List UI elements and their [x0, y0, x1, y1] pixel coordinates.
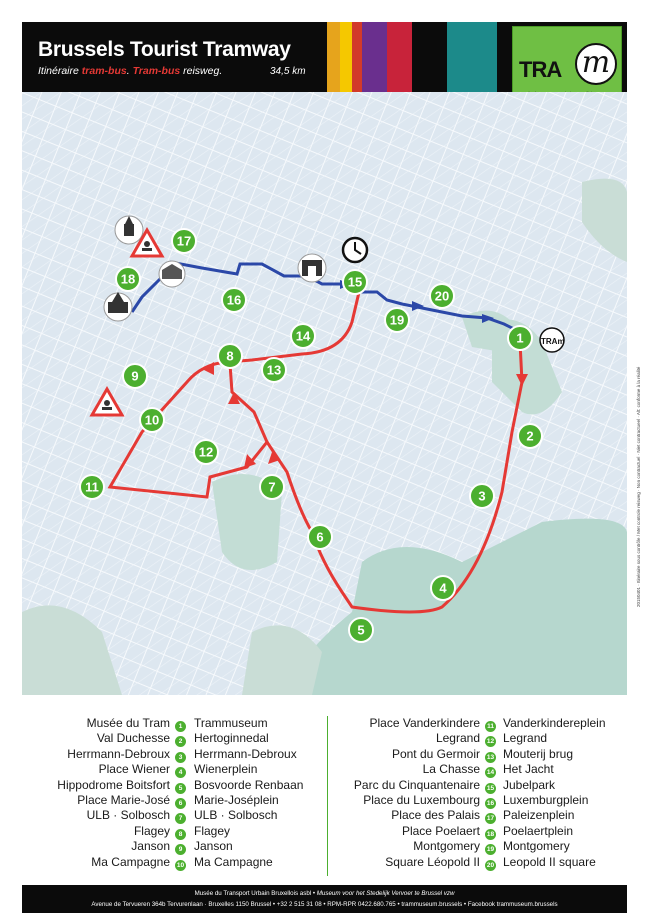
legend-number-row [485, 824, 497, 839]
stop-marker-6[interactable] [308, 525, 332, 549]
legend-stop-number-badge: 4 [175, 767, 186, 778]
stop-marker-8[interactable] [218, 344, 242, 368]
legend-stop-name-fr: Herrmann-Debroux [67, 746, 170, 761]
page-title: Brussels Tourist Tramway [38, 38, 291, 61]
arch-icon [298, 254, 326, 282]
stop-marker-number: 19 [389, 312, 405, 328]
stop-marker-2[interactable] [518, 424, 542, 448]
legend-left-numbers [175, 716, 187, 870]
logo-m-circle: m [575, 43, 617, 85]
stop-marker-13[interactable] [262, 358, 286, 382]
subtitle-mid: . [126, 65, 133, 77]
stop-marker-9[interactable] [123, 364, 147, 388]
stop-legend [22, 710, 627, 880]
legend-stop-name-nl: Bosvoorde Renbaan [194, 777, 304, 792]
legend-stop-number-badge: 18 [486, 830, 495, 838]
legend-stop-name-fr: La Chasse [422, 762, 480, 777]
legend-stop-number-badge: 16 [486, 799, 495, 807]
legend-stop-name-fr: Val Duchesse [96, 731, 170, 746]
legend-stop-name-nl: Flagey [194, 823, 231, 838]
legend-number-row [485, 762, 497, 777]
legend-stop-name-fr: Parc du Cinquantenaire [353, 777, 480, 792]
legend-left-fr-names [22, 716, 170, 870]
legend-number-row [175, 747, 187, 762]
legend-stop-name-nl: Poelaertplein [503, 823, 574, 838]
legend-stop-number-badge: 17 [486, 815, 495, 823]
legend-left-nl-names [194, 716, 324, 870]
footer-line-2: Avenue de Tervueren 364b Tervurenlaan · Bruxelles 1150 Brussel • +32 2 515 31 08 • RPM-RPR 0422.680.765 • trammuseum.brussels • Facebook trammuseum.brussels [91, 901, 558, 908]
legend-number-row [175, 824, 187, 839]
stop-marker-14[interactable] [291, 324, 315, 348]
legend-stop-name-fr: Janson [131, 839, 170, 854]
stop-marker-18[interactable] [116, 267, 140, 291]
stop-marker-19[interactable] [385, 308, 409, 332]
legend-stop-name-fr: Legrand [435, 731, 480, 746]
legend-stop-number-badge: 20 [486, 861, 495, 869]
legend-stop-name-nl: Vanderkindereplein [503, 716, 606, 730]
legend-number-row [485, 778, 497, 793]
stop-marker-number: 4 [439, 580, 447, 596]
palace-icon [159, 261, 185, 287]
legend-stop-name-fr: Montgomery [413, 839, 480, 854]
stop-marker-number: 17 [176, 233, 192, 249]
map-side-note: 20150401 · Itinéraire sous contrôle / Met controle reisweg · Non contractuel · Niet contractueel · Alt: conforme à la réalité [636, 366, 641, 608]
stop-marker-number: 8 [226, 348, 234, 364]
footer-org-fr: Musée du Transport Urbain Bruxellois asbl • [194, 890, 317, 897]
stop-marker-number: 9 [131, 368, 139, 384]
stop-marker-number: 13 [266, 362, 282, 378]
page-subtitle [38, 65, 222, 77]
map-canvas [22, 92, 627, 695]
legend-number-row [175, 762, 187, 777]
stop-marker-20[interactable] [430, 284, 454, 308]
stop-marker-12[interactable] [194, 440, 218, 464]
stop-marker-17[interactable] [172, 229, 196, 253]
legend-stop-name-fr: Pont du Germoir [391, 746, 480, 761]
legend-right-nl-names [503, 716, 627, 870]
courthouse-icon [104, 292, 132, 321]
stop-marker-number: 1 [516, 330, 524, 346]
legend-stop-number-badge: 10 [176, 861, 185, 869]
legend-number-row [175, 731, 187, 746]
header-stripe [340, 22, 352, 92]
legend-number-row [485, 716, 497, 731]
legend-right-numbers [485, 716, 497, 870]
legend-stop-name-nl: Marie-Joséplein [194, 792, 279, 807]
legend-stop-name-fr: ULB · Solbosch [86, 808, 170, 823]
legend-stop-name-nl: Herrmann-Debroux [194, 746, 297, 761]
legend-stop-name-nl: Hertoginnedal [194, 731, 269, 746]
legend-number-row [485, 793, 497, 808]
stop-marker-11[interactable] [80, 475, 104, 499]
stop-marker-number: 7 [268, 479, 276, 495]
legend-stop-name-fr: Place Marie-José [77, 792, 170, 807]
legend-stop-name-nl: Ma Campagne [194, 854, 273, 869]
stop-marker-number: 11 [85, 479, 99, 495]
church-icon [115, 216, 143, 244]
legend-stop-name-fr: Place Poelaert [401, 823, 480, 838]
legend-stop-name-fr: Hippodrome Boitsfort [57, 777, 170, 792]
header-stripe [412, 22, 447, 92]
stop-marker-10[interactable] [140, 408, 164, 432]
legend-number-row [175, 716, 187, 731]
stop-marker-number: 3 [478, 488, 486, 504]
legend-stop-name-fr: Place Vanderkindere [369, 716, 480, 730]
subtitle-tram-bus-nl: Tram-bus [132, 65, 181, 77]
logo-text: TRA [519, 57, 562, 82]
stop-marker-5[interactable] [349, 618, 373, 642]
legend-stop-number-badge: 15 [486, 784, 495, 792]
header-stripe [387, 22, 412, 92]
legend-stop-number-badge: 14 [486, 769, 495, 777]
legend-stop-name-nl: ULB · Solbosch [194, 808, 278, 823]
legend-stop-number-badge: 13 [486, 753, 495, 761]
subtitle-suffix: reisweg. [180, 65, 223, 77]
subtitle-tram-bus-fr: tram-bus [81, 65, 127, 77]
legend-stop-name-fr: Ma Campagne [91, 854, 170, 869]
city-map [22, 92, 641, 695]
legend-number-row [485, 731, 497, 746]
legend-number-row [175, 839, 187, 854]
legend-stop-number-badge: 3 [175, 752, 186, 763]
header-stripe [327, 22, 340, 92]
legend-number-row [485, 839, 497, 854]
header-stripe [352, 22, 362, 92]
legend-stop-name-fr: Place du Luxembourg [363, 792, 480, 807]
legend-stop-name-nl: Het Jacht [503, 762, 554, 777]
legend-stop-number-badge: 9 [175, 844, 186, 855]
legend-stop-name-nl: Luxemburgplein [503, 792, 589, 807]
stop-marker-number: 14 [295, 328, 311, 344]
legend-number-row [485, 747, 497, 762]
legend-stop-name-nl: Jubelpark [503, 777, 556, 792]
header-stripe [447, 22, 497, 92]
legend-right-fr-names [332, 716, 480, 870]
route-distance: 34,5 km [270, 66, 306, 77]
legend-number-row [175, 808, 187, 823]
legend-stop-name-fr: Place Wiener [98, 762, 170, 777]
legend-stop-number-badge: 7 [175, 813, 186, 824]
legend-stop-name-nl: Leopold II square [503, 854, 596, 869]
stop-marker-number: 2 [526, 428, 534, 444]
legend-stop-number-badge: 8 [175, 829, 186, 840]
legend-stop-number-badge: 19 [486, 846, 495, 854]
stop-marker-3[interactable] [470, 484, 494, 508]
footer-org-nl: Museum voor het Stedelijk Vervoer te Brussel vzw [316, 890, 455, 897]
legend-divider [327, 716, 328, 876]
legend-stop-number-badge: 11 [485, 721, 496, 732]
footer-line-1 [22, 890, 627, 897]
legend-stop-number-badge: 6 [175, 798, 186, 809]
stop-marker-number: 20 [434, 288, 450, 304]
legend-stop-name-fr: Musée du Tram [86, 716, 170, 730]
footer-bar [22, 885, 627, 913]
legend-number-row [485, 855, 497, 870]
legend-stop-name-nl: Mouterij brug [503, 746, 574, 761]
legend-stop-number-badge: 5 [175, 783, 186, 794]
stop-marker-number: 12 [198, 444, 214, 460]
clock-icon [343, 238, 367, 262]
legend-stop-number-badge: 12 [486, 738, 495, 746]
legend-stop-name-nl: Janson [194, 839, 233, 854]
legend-stop-name-nl: Legrand [503, 731, 548, 746]
legend-stop-name-nl: Paleizenplein [503, 808, 575, 823]
legend-stop-name-fr: Place des Palais [391, 808, 480, 823]
legend-stop-name-fr: Square Léopold II [385, 854, 480, 869]
stop-marker-number: 6 [316, 529, 324, 545]
legend-number-row [175, 855, 187, 870]
stop-marker-number: 15 [347, 274, 363, 290]
legend-stop-number-badge: 1 [175, 721, 186, 732]
legend-stop-name-nl: Wienerplein [194, 762, 258, 777]
stop-marker-7[interactable] [260, 475, 284, 499]
header-stripe [362, 22, 387, 92]
stop-marker-1[interactable] [508, 326, 532, 350]
legend-number-row [175, 778, 187, 793]
stop-marker-number: 10 [144, 412, 160, 428]
legend-number-row [175, 793, 187, 808]
legend-stop-name-fr: Flagey [133, 823, 170, 838]
tram-museum-map-icon [540, 328, 565, 352]
stop-marker-number: 5 [357, 622, 365, 638]
stop-marker-16[interactable] [222, 288, 246, 312]
legend-stop-name-nl: Trammuseum [194, 716, 268, 730]
legend-stop-name-nl: Montgomery [503, 839, 570, 854]
stop-marker-15[interactable] [343, 270, 367, 294]
subtitle-prefix: Itinéraire [38, 65, 82, 77]
legend-number-row [485, 808, 497, 823]
svg-text:TRAm: TRAm [541, 337, 565, 346]
legend-stop-number-badge: 2 [175, 736, 186, 747]
stop-marker-4[interactable] [431, 576, 455, 600]
stop-marker-number: 16 [226, 292, 242, 308]
stop-marker-number: 18 [120, 271, 136, 287]
